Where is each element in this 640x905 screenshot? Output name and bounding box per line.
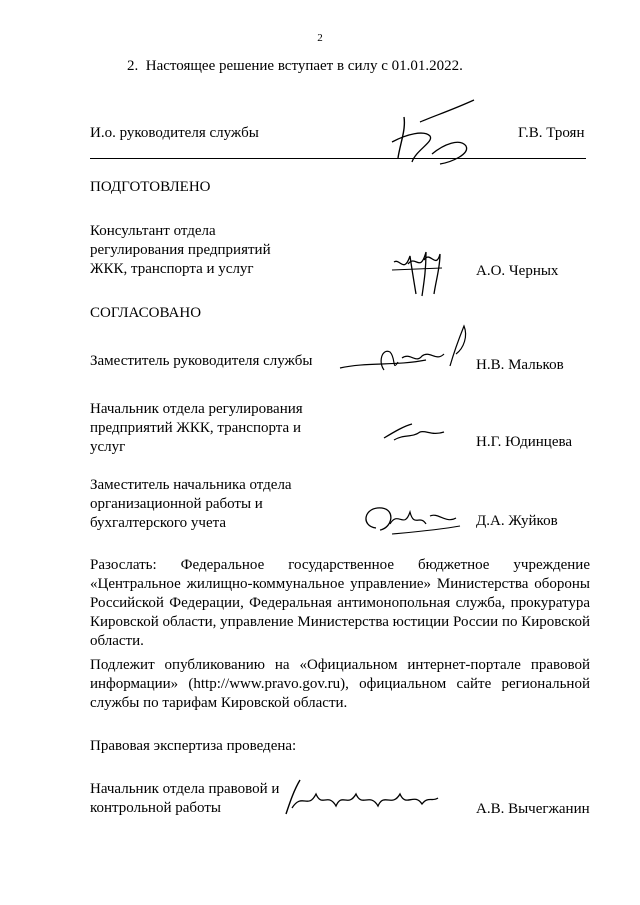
signer-2-signature	[380, 420, 450, 444]
signer-1-signature	[336, 322, 476, 382]
signer-3-signature	[356, 494, 466, 544]
signer-1-name-visible: Н.В. Мальков	[476, 357, 564, 373]
signer-1-position: Заместитель руководителя службы	[90, 353, 313, 369]
head-name: Г.В. Троян	[518, 125, 585, 141]
prepared-name: А.О. Черных	[476, 263, 559, 279]
signer-2-position: Начальник отдела регулирования предприятий ЖКК, транспорта и услуг	[90, 401, 303, 455]
legal-note: Правовая экспертиза проведена:	[90, 738, 297, 754]
clause-2	[127, 57, 463, 76]
clause-number: 2.	[127, 58, 139, 74]
distribution-paragraph: Разослать: Федеральное государственное бюджетное учреждение «Центральное жилищно-коммунальное управление» Министерства обороны Российской Федерации, Федеральная антимонопольная служба, прокуратура Кировской области, управление Министерства юстиции России по Кировской области.	[90, 557, 590, 649]
publication-paragraph: Подлежит опубликованию на «Официальном интернет-портале правовой информации» (http://www.pravo.gov.ru), официальном сайте региональной службы по тарифам Кировской области.	[90, 657, 590, 711]
signer-3-name: Д.А. Жуйков	[476, 513, 558, 529]
legal-name: А.В. Вычегжанин	[476, 801, 590, 817]
signer-2-name: Н.Г. Юдинцева	[476, 434, 573, 450]
legal-position: Начальник отдела правовой и контрольной работы	[90, 781, 280, 816]
prepared-heading: ПОДГОТОВЛЕНО	[90, 179, 211, 195]
legal-signature	[282, 778, 442, 818]
page-number: 2	[317, 32, 323, 44]
head-title: И.о. руководителя службы	[90, 125, 259, 141]
divider-line	[90, 158, 586, 159]
approved-heading: СОГЛАСОВАНО	[90, 305, 202, 321]
signer-3-position: Заместитель начальника отдела организационной работы и бухгалтерского учета	[90, 477, 292, 531]
head-signature	[382, 92, 482, 172]
prepared-position: Консультант отдела регулирования предприятий ЖКК, транспорта и услуг	[90, 223, 271, 277]
clause-text: Настоящее решение вступает в силу с 01.01.2022.	[145, 58, 463, 74]
prepared-signature	[390, 240, 450, 300]
